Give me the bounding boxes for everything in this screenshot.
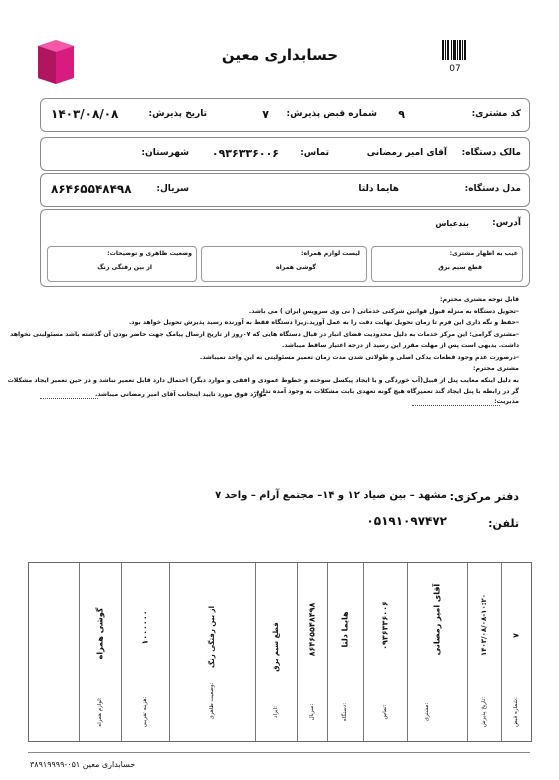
receipt-date-value: ۱۴۰۳/۰۸/۰۸	[51, 107, 119, 121]
office-phone: ۰۵۱۹۱۰۹۷۴۷۲	[366, 514, 447, 528]
owner-label: مالک دستگاه:	[461, 148, 521, 158]
notes-section	[7, 294, 519, 398]
receipt-stub	[28, 562, 532, 742]
stub-customer-value: آقای امیر رمضانی	[432, 583, 442, 656]
accessories-box	[201, 246, 367, 282]
address-box	[40, 209, 530, 287]
office-address: مشهد – بین صیاد ۱۲ و ۱۴– مجتمع آرام – واحد ۷	[215, 490, 447, 501]
defect-label: عیب به اظهار مشتری:	[449, 250, 518, 257]
stub-serial-value: ۸۶۴۶۵۵۴۸۴۹۸	[307, 602, 317, 657]
appearance-value: از بین رفتگی رنگ	[97, 264, 152, 271]
notes-line: –تحویل دستگاه به منزله قبول قوانین شرکتی خدماتی ( نی وی سرویس ایران ) می باشد.	[248, 307, 519, 315]
stub-device-label: دستگاه:	[342, 702, 348, 722]
stub-issue-value: قطع سیم برق	[272, 622, 280, 672]
device-info-box	[40, 173, 530, 207]
stub-receipt-no-label: شماره قبض:	[513, 697, 519, 727]
defect-value: قطع سیم برق	[438, 264, 482, 271]
page-title: حسابداری معین	[221, 46, 339, 64]
stub-date-value: ۱۴۰۳/۰۸/۰۸-۱۰:۲۰	[480, 593, 488, 657]
stub-receipt-no-value: ۷	[511, 633, 521, 638]
stub-serial-label: سریال:	[309, 703, 315, 721]
confirm-dotted-line	[40, 398, 98, 399]
stub-date-label: تاریخ پذیرش:	[481, 696, 487, 728]
address-label: آدرس:	[492, 218, 521, 228]
stub-accessories-label: لوازم همراه:	[97, 697, 103, 727]
receipt-date-label: تاریخ پذیرش:	[148, 109, 207, 119]
office-label: دفتر مرکزی:	[449, 490, 519, 503]
receipt-no-label: شماره قبض پذیرش:	[286, 109, 377, 119]
stub-cost-value: ۱۰۰۰۰۰۰	[140, 610, 150, 645]
brand-logo	[38, 40, 74, 84]
notes-line: مشتری محترم:	[472, 365, 519, 372]
notes-line: –درصورت عدم وجود قطعات یدکی اصلی و طولانی شدن مدت زمان تعمیر مسئولیتی به این واحد نمیباشد.	[199, 353, 519, 361]
appearance-box	[47, 246, 197, 282]
defect-box	[371, 246, 523, 282]
model-value: هایما دلتا	[358, 184, 399, 194]
notes-heading: قابل توجه مشتری محترم:	[440, 296, 519, 303]
footer-text: حسابداری معین ۰۵۱-۳۸۹۱۹۹۹۹	[30, 760, 136, 769]
model-label: مدل دستگاه:	[464, 184, 521, 194]
notes-line: گر در رابطه با پنل ایجاد گند تعمیرگاه هیچ گونه تعهدی بابت مشکلات به وجود آمده ندارد.	[253, 388, 519, 395]
office-phone-label: تلفن:	[488, 517, 519, 530]
stub-appearance-label: وضعیت ظاهری:	[209, 682, 215, 720]
customer-code-label: کد مشتری:	[471, 109, 521, 119]
serial-value: ۸۶۴۶۵۵۴۸۴۹۸	[51, 182, 132, 196]
barcode-number: 07	[449, 64, 461, 74]
barcode-icon	[442, 40, 466, 60]
city-label: شهرستان:	[141, 148, 189, 158]
manager-signature-line	[412, 405, 500, 406]
stub-issue-label: ایراد:	[273, 706, 279, 718]
accessories-value: گوشی همراه	[275, 264, 316, 271]
receipt-no-value: ۷	[262, 108, 269, 121]
notes-line: –حفظ و نگه داری این فرم تا زمان تحویل نهایت دقت را به عمل آورید.زیرا دستگاه فقط به آورنده رسید پذیرش تحویل خواهد بود.	[128, 319, 519, 326]
owner-value: آقای امیر رمضانی	[366, 148, 447, 158]
stub-device-value: هایما دلتا	[340, 611, 350, 648]
stub-cost-label: هزینه تقریبی:	[142, 696, 148, 728]
confirm-text: موارد فوق مورد تایید اینجانب آقای امیر رمضانی میباشد.	[95, 391, 267, 398]
serial-label: سریال:	[156, 184, 189, 194]
owner-info-box	[40, 137, 530, 171]
accessories-label: لیست لوازم همراه:	[301, 250, 360, 257]
stub-accessories-value: گوشی همراه	[95, 607, 105, 660]
appearance-label: وضعیت ظاهری و توضیحات:	[107, 250, 192, 257]
stub-appearance-value: از بین رفتگی رنگ	[208, 606, 216, 668]
notes-line: داشت. بدیهی است پس از مهلت مقرر این رسید از درجه اعتبار ساقط میباشد.	[281, 342, 519, 349]
notes-line: –مشتری گرامی: این مرکز خدمات به دلیل محدودیت فضای انبار در قبال دستگاه هایی که ۰۷روز از تاریخ ارسال پیامک جهت حاضر بودن آن گذشته باشد مسئولیتی نخواهد	[10, 330, 519, 338]
stub-contact-label: تماس:	[382, 704, 388, 720]
manager-label: مدیریت:	[494, 398, 519, 405]
contact-label: تماس:	[300, 148, 329, 158]
footer-rule	[28, 752, 530, 753]
address-value: بندعباس	[435, 219, 469, 228]
stub-contact-value: ۰۹۳۶۳۳۶۰۰۶	[380, 601, 390, 650]
notes-line: به دلیل اینکه معایب پنل از قبیل(آب خوردگی و یا ایجاد پیکسل سوخته و خطوط عمودی و افقی و موارد دیگر) احتمال دارد قابل تعمیر نباشد و در حین تعمیر ایجاد مشکلات	[7, 376, 519, 384]
customer-code-value: ۹	[398, 108, 405, 121]
contact-value: ۰۹۳۶۳۳۶۰۰۶	[211, 147, 279, 160]
receipt-info-box	[40, 98, 530, 132]
stub-customer-label: مشتری:	[424, 702, 430, 722]
